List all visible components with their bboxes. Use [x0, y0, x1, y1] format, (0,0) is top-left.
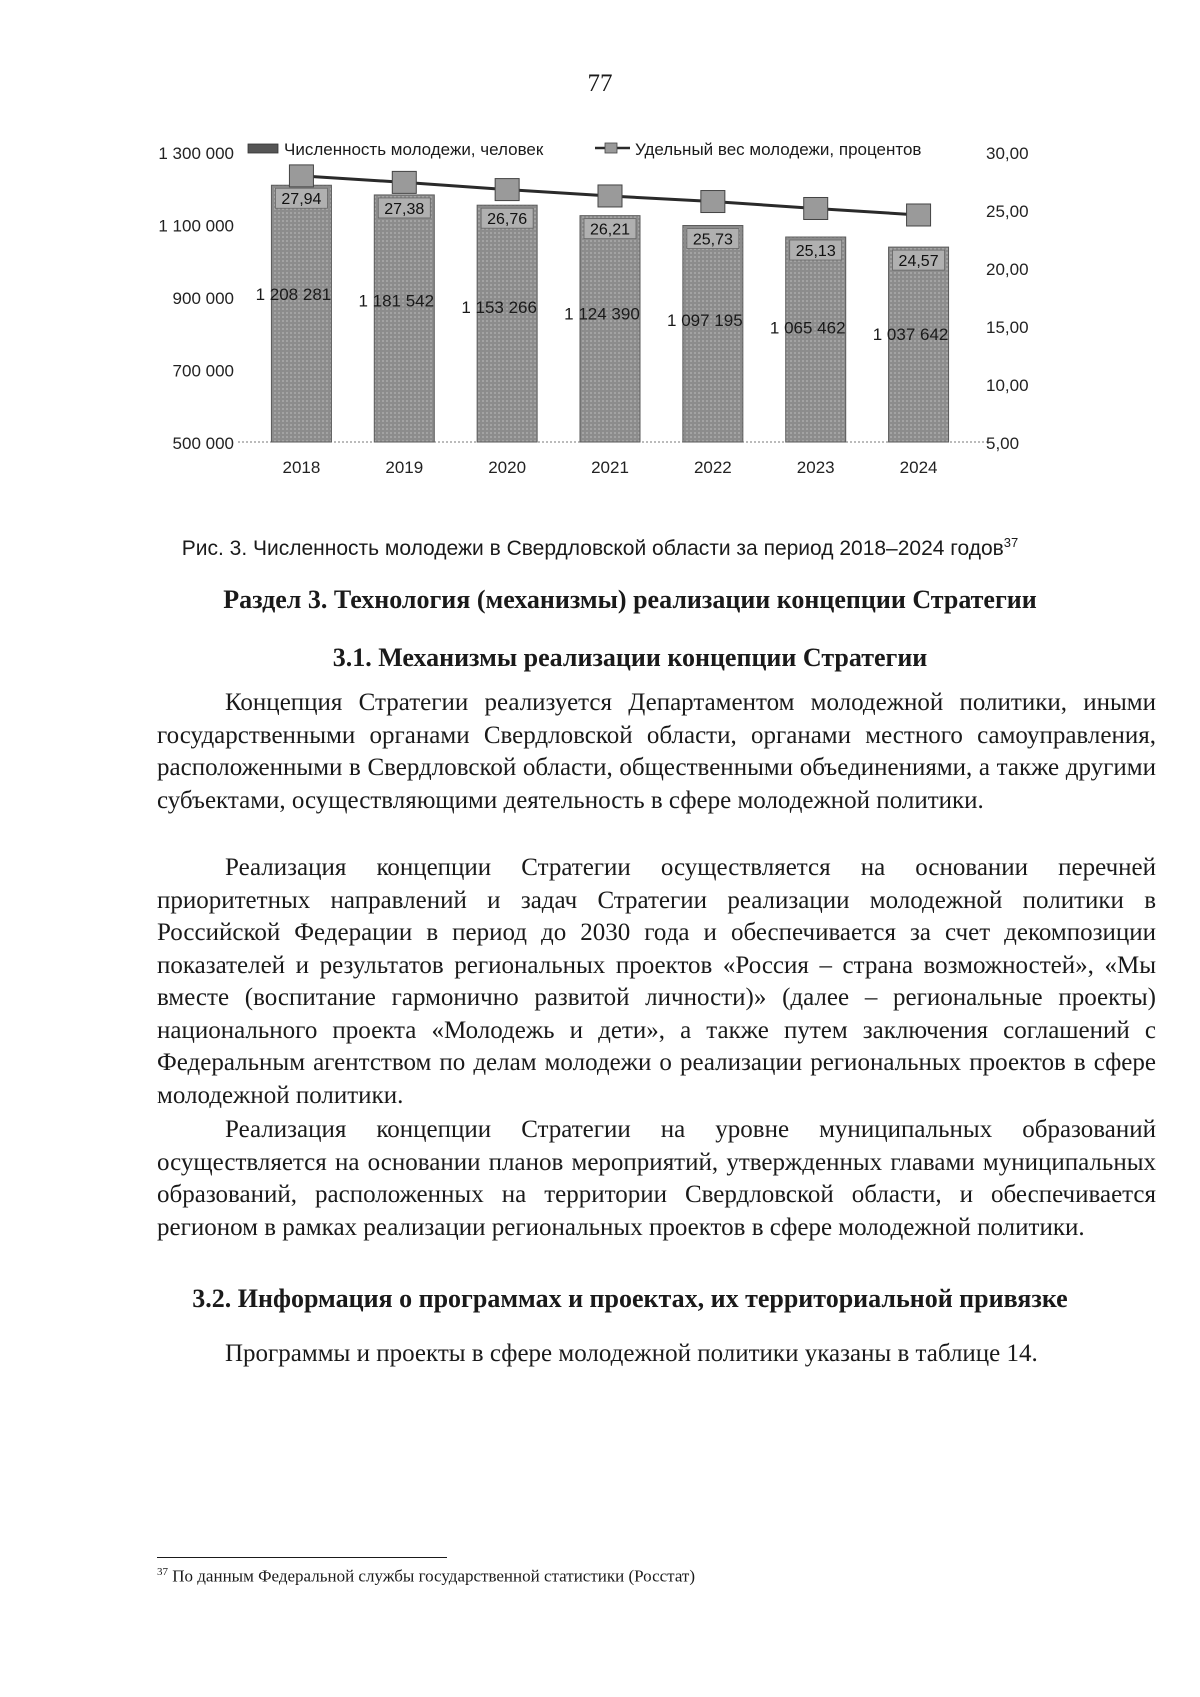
y-right-tick-label: 30,00 — [986, 144, 1029, 163]
footnote — [157, 1566, 695, 1587]
y-left-tick-label: 500 000 — [172, 434, 234, 453]
bar-value-label: 1 208 281 — [255, 284, 332, 304]
page-number: 77 — [587, 70, 613, 97]
share-marker-2019 — [392, 171, 416, 193]
figure-caption — [0, 535, 1200, 561]
share-value-label: 25,73 — [692, 231, 733, 249]
footnote-text: По данным Федеральной службы государственной статистики (Росстат) — [172, 1566, 696, 1586]
bar-value-label: 1 153 266 — [461, 297, 537, 317]
y-left-tick-label: 700 000 — [172, 361, 234, 381]
legend-bar-swatch — [248, 144, 278, 153]
bar-value-label: 1 181 542 — [358, 291, 435, 311]
legend-line-label: Удельный вес молодежи, процентов — [635, 140, 922, 159]
x-tick-label: 2022 — [693, 458, 732, 477]
bar-2023 — [786, 237, 846, 442]
y-left-tick-label: 900 000 — [172, 289, 234, 308]
share-marker-2023 — [804, 197, 828, 219]
legend-bar-label: Численность молодежи, человек — [284, 140, 544, 159]
share-value-label: 27,38 — [384, 200, 425, 218]
share-marker-2018 — [289, 165, 313, 187]
share-marker-2021 — [598, 185, 622, 207]
figure-caption-footnote-ref: 37 — [1003, 535, 1019, 550]
x-tick-label: 2023 — [796, 458, 835, 477]
x-tick-label: 2020 — [488, 458, 527, 477]
paragraph-1: Концепция Стратегии реализуется Департаментом молодежной политики, иными государственными органами Свердловской области, органами местного самоуправления, расположенными в Свердловской области, общественными объединениями, а также другими субъектами, осуществляющими деятельность в сфере молодежной политики. — [157, 689, 1156, 814]
share-value-label: 25,13 — [795, 243, 836, 261]
y-right-tick-label: 15,00 — [986, 318, 1029, 337]
x-tick-label: 2024 — [899, 458, 938, 477]
share-marker-2022 — [701, 191, 725, 213]
subsection-heading-3-2: 3.2. Информация о программах и проектах, их территориальной привязке — [192, 1284, 1068, 1313]
bar-2024 — [889, 247, 949, 442]
legend-line-marker — [605, 143, 617, 153]
share-marker-2020 — [495, 179, 519, 201]
bar-2021 — [580, 216, 640, 442]
youth-population-chart — [150, 140, 1110, 540]
share-value-label: 27,94 — [281, 191, 322, 209]
bar-2020 — [477, 205, 537, 442]
y-right-tick-label: 10,00 — [986, 376, 1029, 395]
bar-value-label: 1 124 390 — [564, 304, 640, 324]
x-tick-label: 2021 — [591, 458, 629, 477]
subsection-heading-3-1: 3.1. Механизмы реализации концепции Стратегии — [332, 643, 928, 672]
paragraph-3: Реализация концепции Стратегии на уровне муниципальных образований осуществляется на основании планов мероприятий, утвержденных главами муниципальных образований, расположенных на территории Свердловской области, и обеспечивается регионом в рамках реализации региональных проектов в сфере молодежной политики. — [157, 1116, 1156, 1241]
footnote-marker: 37 — [157, 1566, 168, 1578]
paragraph-table-ref: Программы и проекты в сфере молодежной политики указаны в таблице 14. — [225, 1340, 1038, 1367]
x-tick-label: 2019 — [385, 458, 424, 477]
bar-2019 — [374, 195, 434, 442]
share-value-label: 24,57 — [898, 253, 939, 271]
footnote-divider — [157, 1557, 447, 1558]
paragraph-2: Реализация концепции Стратегии осуществляется на основании перечней приоритетных направлений и задач Стратегии реализации молодежной политики в Российской Федерации в период до 2030 года и обеспечивается за счет декомпозиции показателей и результатов региональных проектов «Россия – страна возможностей», «Мы вместе (воспитание гармонично развитой личности)» (далее – региональные проекты) национального проекта «Молодежь и дети», а также путем заключения соглашений с Федеральным агентством по делам молодежи о реализации региональных проектов в сфере молодежной политики. — [157, 854, 1156, 1109]
y-right-tick-label: 20,00 — [986, 260, 1029, 279]
figure-caption-text: Рис. 3. Численность молодежи в Свердловской области за период 2018–2024 годов — [181, 537, 1004, 560]
section-heading: Раздел 3. Технология (механизмы) реализации концепции Стратегии — [223, 585, 1037, 614]
y-left-tick-label: 1 100 000 — [158, 216, 234, 236]
share-marker-2024 — [907, 204, 931, 226]
y-left-tick-label: 1 300 000 — [158, 144, 234, 163]
y-right-tick-label: 5,00 — [986, 434, 1020, 453]
bar-value-label: 1 097 195 — [667, 311, 743, 331]
y-right-tick-label: 25,00 — [986, 202, 1029, 221]
bar-2018 — [271, 185, 331, 442]
share-value-label: 26,21 — [589, 221, 631, 239]
x-tick-label: 2018 — [282, 458, 321, 477]
bar-value-label: 1 065 462 — [769, 318, 846, 338]
bar-2022 — [683, 226, 743, 442]
bar-value-label: 1 037 642 — [872, 325, 949, 345]
share-value-label: 26,76 — [487, 211, 528, 229]
